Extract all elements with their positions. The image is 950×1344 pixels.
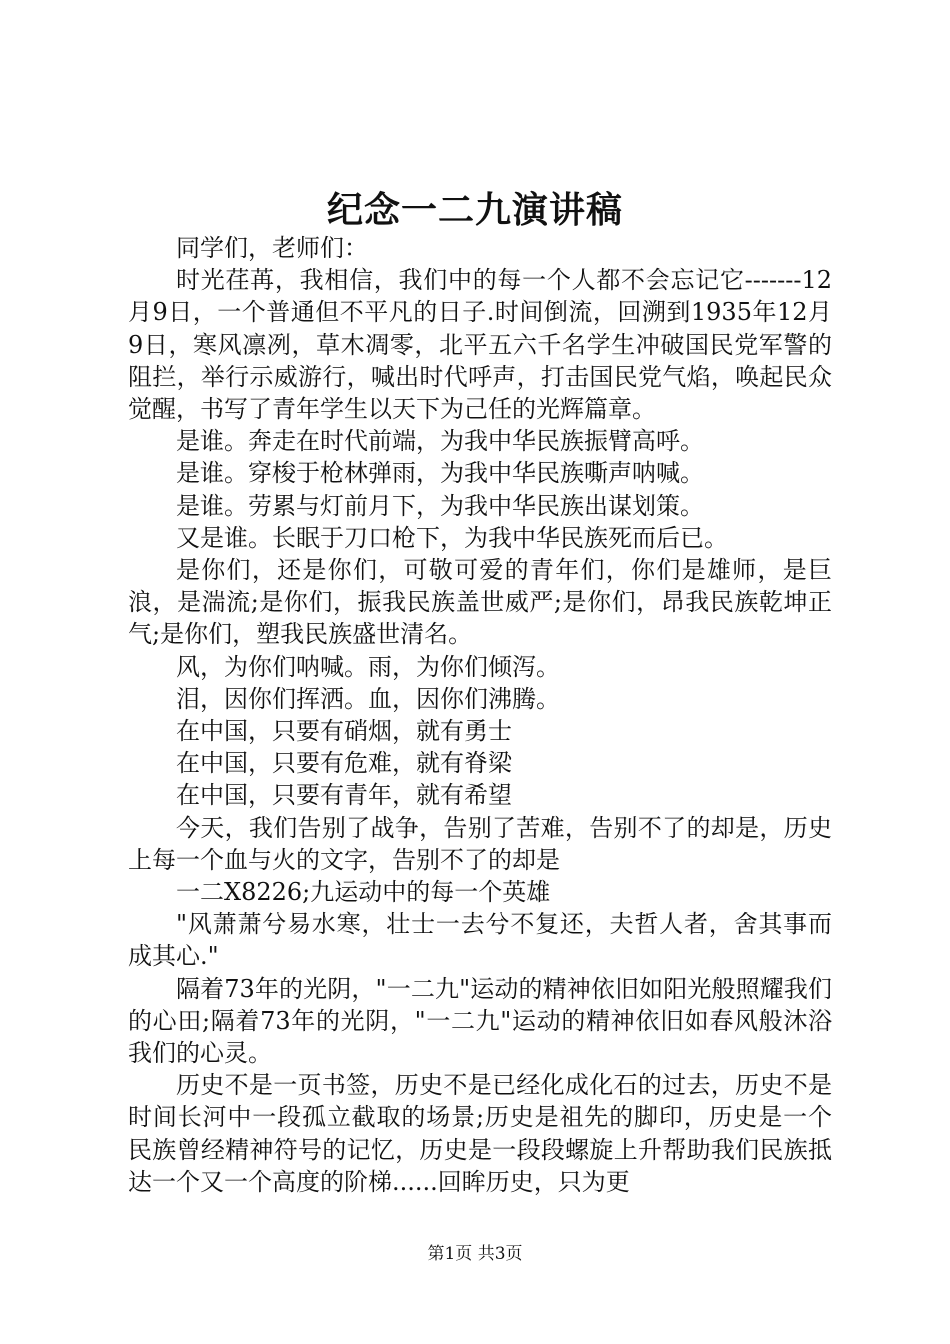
document-title: 纪念一二九演讲稿	[326, 189, 623, 231]
paragraph-who-4: 又是谁。长眠于刀口枪下，为我中华民族死而后已。	[176, 523, 728, 552]
paragraph-china-3: 在中国，只要有青年，就有希望	[176, 781, 512, 810]
paragraph-greeting: 同学们，老师们：	[176, 234, 368, 262]
paragraph-it-is-you: 是你们，还是你们，可敬可爱的青年们，你们是雄师，是巨浪，是湍流;是你们，振我民族盖世威严;是你们，昂我民族乾坤正气;是你们，塑我民族盛世清名。	[128, 556, 832, 649]
paragraph-who-1: 是谁。奔走在时代前端，为我中华民族振臂高呼。	[176, 427, 704, 456]
paragraph-heroes: 一二X8226;九运动中的每一个英雄	[176, 878, 551, 907]
paragraph-wind-rain: 风，为你们呐喊。雨，为你们倾泻。	[176, 652, 560, 681]
paragraph-history: 历史不是一页书签，历史不是已经化成化石的过去，历史不是时间长河中一段孤立截取的场景;历史是祖先的脚印，历史是一个民族曾经精神符号的记忆，历史是一段段螺旋上升帮助我们民族抵达一个又一个高度的阶梯......回眸历史，只为更	[128, 1071, 832, 1196]
paragraph-today: 今天，我们告别了战争，告别了苦难，告别不了的却是，历史上每一个血与火的文字，告别不了的却是	[128, 813, 832, 874]
paragraph-china-2: 在中国，只要有危难，就有脊梁	[176, 749, 512, 778]
page-number-footer: 第1页 共3页	[427, 1244, 523, 1264]
paragraph-tears-blood: 泪，因你们挥洒。血，因你们沸腾。	[176, 684, 560, 713]
paragraph-quote: "风萧萧兮易水寒，壮士一去兮不复还，夫哲人者，舍其事而成其心."	[128, 910, 832, 971]
paragraph-who-3: 是谁。劳累与灯前月下，为我中华民族出谋划策。	[176, 491, 704, 520]
paragraph-who-2: 是谁。穿梭于枪林弹雨，为我中华民族嘶声呐喊。	[176, 459, 704, 488]
paragraph-73-years: 隔着73年的光阴，"一二九"运动的精神依旧如阳光般照耀我们的心田;隔着73年的光阴，"一二九"运动的精神依旧如春风般沐浴我们的心灵。	[128, 974, 832, 1068]
paragraph-intro: 时光荏苒，我相信，我们中的每一个人都不会忘记它-------12月9日，一个普通但不平凡的日子.时间倒流，回溯到1935年12月9日，寒风凛冽，草木凋零，北平五六千名学生冲破国民党军警的阻拦，举行示威游行，喊出时代呼声，打击国民党气焰，唤起民众觉醒，书写了青年学生以天下为己任的光辉篇章。	[128, 266, 832, 424]
paragraph-china-1: 在中国，只要有硝烟，就有勇士	[176, 717, 512, 746]
document-body	[128, 232, 832, 1198]
